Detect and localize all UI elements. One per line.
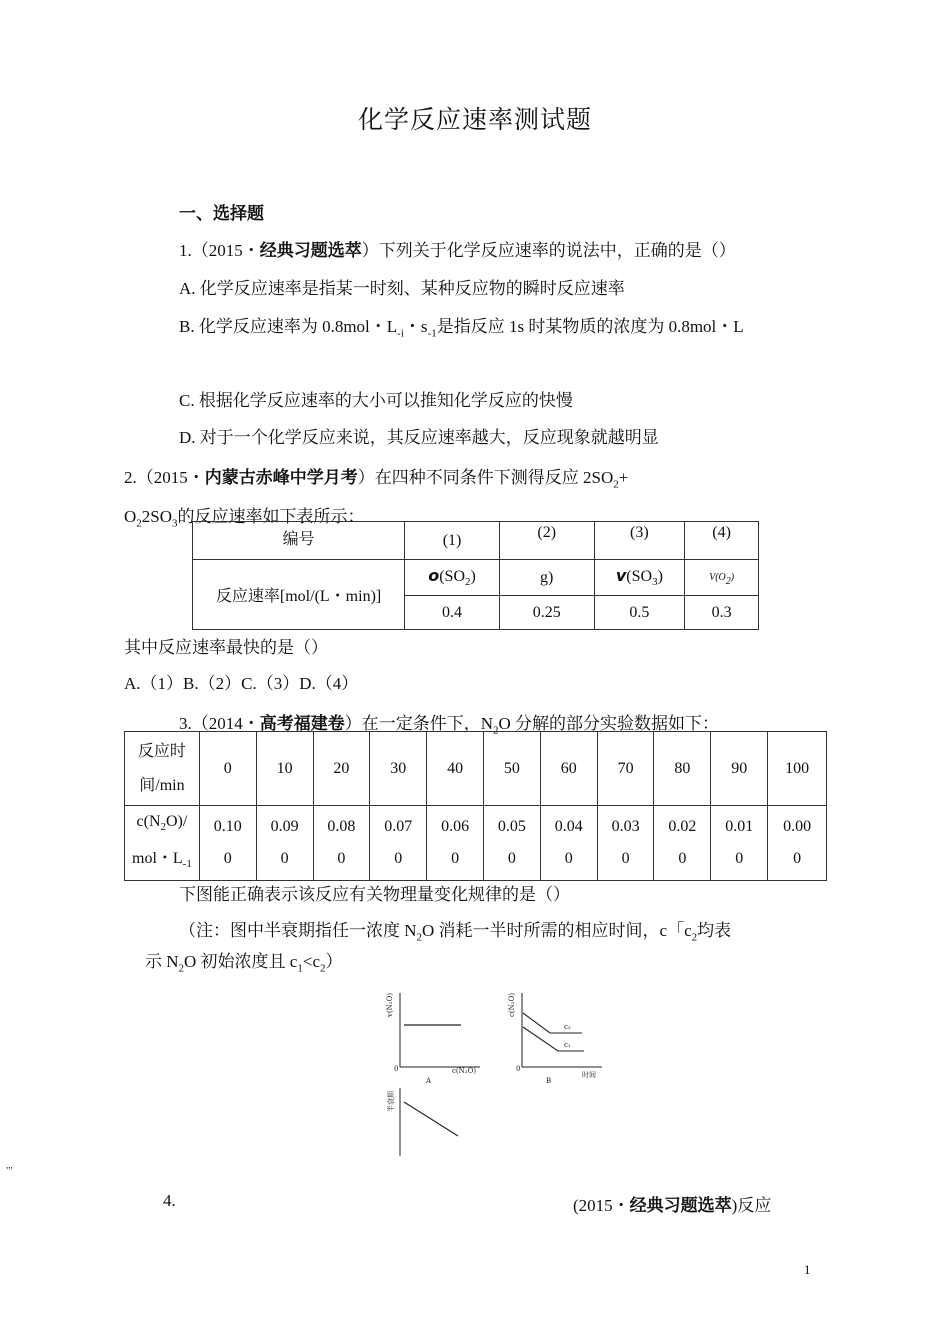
conc-cell <box>370 806 427 881</box>
conc-cell-bottom: 0 <box>678 850 687 868</box>
question-1-stem: 1.（2015・经典习题选萃）下列关于化学反应速率的说法中，正确的是（） <box>179 241 736 261</box>
question-3-note-line2: 示 $N_2O$ 初始浓度且 $c_1<c_2$） <box>145 952 343 975</box>
conc-cell-bottom: 0 <box>507 850 516 868</box>
conc-cell-bottom: 0 <box>451 850 460 868</box>
conc-cell-top: 0.01 <box>725 818 754 836</box>
time-cell: 0 <box>199 732 256 806</box>
conc-cell <box>711 806 768 881</box>
table-header-id: 编号 <box>193 522 405 560</box>
conc-cell-bottom: 0 <box>337 850 346 868</box>
question-1-option-c: C. 根据化学反应速率的大小可以推知化学反应的快慢 <box>179 391 573 410</box>
conc-cell-top: 0.03 <box>611 818 640 836</box>
graph-c <box>380 1084 480 1159</box>
table-header-1: (1) <box>405 522 500 560</box>
rate-table <box>192 521 759 630</box>
page-number: 1 <box>804 1262 811 1277</box>
graph-b-xlabel: 时间 <box>582 1071 596 1079</box>
graph-b <box>502 985 612 1085</box>
conc-cell-top: 0.05 <box>497 818 526 836</box>
conc-cell <box>313 806 370 881</box>
table-row-label: 反应速率[mol/(L・min)] <box>193 560 405 630</box>
conc-cell-bottom: 0 <box>621 850 630 868</box>
conc-cell <box>484 806 541 881</box>
graph-b-origin: 0 <box>516 1065 521 1073</box>
graph-a <box>380 985 490 1085</box>
time-cell: 20 <box>313 732 370 806</box>
question-2-ask: 其中反应速率最快的是（） <box>124 638 328 657</box>
section-heading: 一、选择题 <box>179 204 264 224</box>
graph-a-origin: 0 <box>394 1065 399 1073</box>
graph-b-ylabel: c(N₂O) <box>508 992 516 1017</box>
table-value-3: 0.5 <box>594 596 685 630</box>
conc-cell-bottom: 0 <box>223 850 232 868</box>
conc-cell <box>654 806 711 881</box>
time-cell: 100 <box>768 732 827 806</box>
time-cell: 30 <box>370 732 427 806</box>
table-species-2: g) <box>499 560 594 596</box>
time-cell: 80 <box>654 732 711 806</box>
question-3-stem: 3.（2014・高考福建卷）在一定条件下，$N_2O$ 分解的部分实验数据如下： <box>179 714 720 737</box>
table-header-4: (4) <box>685 522 759 560</box>
conc-cell <box>427 806 484 881</box>
time-cell: 10 <box>256 732 313 806</box>
conc-cell <box>256 806 313 881</box>
time-cell: 70 <box>597 732 654 806</box>
conc-cell-top: 0.10 <box>213 818 242 836</box>
question-2-options: A.（1）B.（2）C.（3）D.（4） <box>124 674 359 693</box>
conc-cell-bottom: 0 <box>394 850 403 868</box>
conc-cell-top: 0.08 <box>327 818 356 836</box>
question-3-note: （注：图中半衰期指任一浓度 $N_2O$ 消耗一半时所需的相应时间，c「$c_2$均表 <box>179 921 732 944</box>
graph-a-label: A <box>426 1077 432 1085</box>
table-species-4: $V(O_2)$ <box>685 560 759 596</box>
time-cell: 40 <box>427 732 484 806</box>
table-value-2: 0.25 <box>499 596 594 630</box>
conc-cell-bottom: 0 <box>280 850 289 868</box>
page-title: 化学反应速率测试题 <box>357 105 592 134</box>
conc-cell-bottom: 0 <box>735 850 744 868</box>
conc-label: $c(N_2O)/$ mol・$L_{-1}$ <box>125 806 200 881</box>
time-cell: 60 <box>540 732 597 806</box>
question-1-option-b: B. 化学反应速率为 0.8mol・$L_{-i}$・$s_{-1}$是指反应 1s 时某物质的浓度为 0.8mol・L <box>179 317 744 340</box>
question-1-option-d: D. 对于一个化学反应来说，其反应速率越大，反应现象就越明显 <box>179 428 659 447</box>
question-1-option-a: A. 化学反应速率是指某一时刻、某种反应物的瞬时反应速率 <box>179 279 625 298</box>
graph-a-xlabel: c(N₂O) <box>452 1067 477 1075</box>
conc-cell-top: 0.07 <box>384 818 413 836</box>
conc-cell-top: 0.09 <box>270 818 299 836</box>
table-species-3: $v(SO_3)$ <box>594 560 685 596</box>
table-species-1: $o(SO_2)$ <box>405 560 500 596</box>
decomposition-table <box>124 731 827 881</box>
conc-cell <box>540 806 597 881</box>
table-header-2: (2) <box>499 522 594 560</box>
time-cell: 90 <box>711 732 768 806</box>
margin-mark: ,,, <box>6 1160 13 1170</box>
graph-a-ylabel: v(N₂O) <box>386 992 394 1017</box>
conc-cell-bottom: 0 <box>793 850 802 868</box>
time-label: 反应时 间/min <box>125 732 200 806</box>
graph-c-ylabel: 半衰期 <box>387 1091 395 1112</box>
question-2-stem: 2.（2015・内蒙古赤峰中学月考）在四种不同条件下测得反应 $2SO_2+$ <box>124 468 629 491</box>
conc-cell-top: 0.04 <box>554 818 583 836</box>
question-4-number: 4. <box>163 1191 176 1210</box>
question-3-ask: 下图能正确表示该反应有关物理量变化规律的是（） <box>179 885 570 904</box>
table-value-1: 0.4 <box>405 596 500 630</box>
graph-b-c1: c₁ <box>564 1041 571 1049</box>
conc-cell-bottom: 0 <box>564 850 573 868</box>
table-header-3: (3) <box>594 522 685 560</box>
conc-cell-top: 0.02 <box>668 818 697 836</box>
time-cell: 50 <box>484 732 541 806</box>
conc-cell <box>597 806 654 881</box>
question-2-stem-line2: $O_22SO_3$的反应速率如下表所示： <box>124 507 365 530</box>
graph-b-label: B <box>546 1077 552 1085</box>
table-value-4: 0.3 <box>685 596 759 630</box>
graph-b-c2: c₂ <box>564 1023 571 1031</box>
conc-cell <box>199 806 256 881</box>
question-4-source: (2015・经典习题选萃)反应 <box>573 1196 772 1216</box>
conc-cell <box>768 806 827 881</box>
conc-cell-top: 0.00 <box>783 818 812 836</box>
conc-cell-top: 0.06 <box>441 818 470 836</box>
